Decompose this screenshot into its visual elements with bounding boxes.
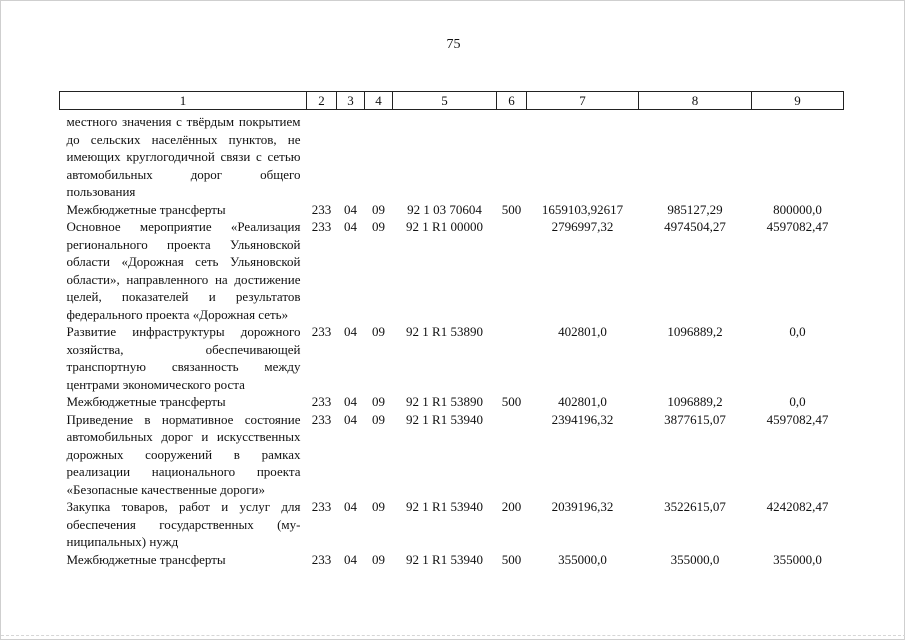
cell-expense-type: 200 bbox=[501, 499, 522, 514]
column-header: 7 bbox=[527, 92, 639, 110]
row-name: Межбюджетные трансферты bbox=[66, 394, 226, 409]
row-name: Основное мероприятие «Реализация регионального проекта Ульяновской области «Дорожная сеть Ульяновской области», направленного на достижение целей, показателей и результатов федерального проекта «Дорожная сеть» bbox=[66, 219, 301, 322]
cell-amount-9: 0,0 bbox=[789, 394, 806, 409]
cell-amount-9: 4597082,47 bbox=[766, 411, 829, 427]
cell-amount-8: 355000,0 bbox=[670, 551, 720, 567]
column-header: 5 bbox=[393, 92, 497, 110]
cell-target-article: 92 1 R1 53940 bbox=[406, 551, 483, 567]
cell-razdel: 04 bbox=[344, 499, 357, 514]
cell-amount-8: 4974504,27 bbox=[664, 219, 726, 234]
column-header: 6 bbox=[497, 92, 527, 110]
cell-razdel: 04 bbox=[344, 324, 357, 339]
column-header: 4 bbox=[365, 92, 393, 110]
cell-amount-7 bbox=[527, 110, 639, 201]
cell-amount-9 bbox=[752, 110, 844, 201]
cell-podrazdel: 09 bbox=[372, 394, 385, 409]
table-row bbox=[60, 201, 844, 219]
row-name: Межбюджетные трансферты bbox=[66, 551, 226, 567]
cell-razdel bbox=[337, 110, 365, 201]
cell-target-article: 92 1 03 70604 bbox=[407, 201, 482, 217]
cell-amount-7: 402801,0 bbox=[558, 324, 607, 339]
cell-glava: 233 bbox=[311, 411, 332, 427]
cell-amount-9: 800000,0 bbox=[773, 201, 822, 217]
cell-podrazdel: 09 bbox=[372, 201, 385, 217]
cell-amount-8: 1096889,2 bbox=[667, 394, 723, 409]
cell-target-article: 92 1 R1 53890 bbox=[406, 324, 483, 339]
page-number: 75 bbox=[446, 37, 461, 52]
cell-podrazdel: 09 bbox=[372, 219, 385, 234]
table-row bbox=[60, 110, 844, 201]
cell-expense-type: 500 bbox=[501, 394, 522, 409]
cell-target-article: 92 1 R1 53890 bbox=[406, 394, 483, 409]
cell-expense-type: 500 bbox=[501, 201, 522, 217]
cell-razdel: 04 bbox=[344, 219, 357, 234]
cell-amount-8 bbox=[639, 110, 752, 201]
table-row bbox=[60, 551, 844, 569]
cell-podrazdel: 09 bbox=[372, 551, 385, 567]
cell-glava: 233 bbox=[311, 394, 332, 409]
cell-amount-8: 985127,29 bbox=[667, 201, 723, 217]
cell-target-article: 92 1 R1 53940 bbox=[406, 499, 483, 514]
cell-razdel: 04 bbox=[344, 551, 357, 567]
cell-razdel: 04 bbox=[344, 411, 357, 427]
cell-expense-type bbox=[497, 411, 527, 499]
column-header: 3 bbox=[337, 92, 365, 110]
cell-expense-type bbox=[497, 110, 527, 201]
cell-glava: 233 bbox=[311, 499, 332, 514]
cell-razdel: 04 bbox=[344, 394, 357, 409]
cell-podrazdel: 09 bbox=[372, 411, 385, 427]
cell-amount-8: 1096889,2 bbox=[667, 324, 723, 339]
cell-target-article: 92 1 R1 53940 bbox=[406, 411, 483, 427]
cell-amount-7: 2796997,32 bbox=[551, 219, 614, 234]
cell-target-article bbox=[393, 110, 497, 201]
cell-amount-9: 355000,0 bbox=[773, 551, 822, 567]
cell-amount-7: 2039196,32 bbox=[551, 499, 614, 514]
cell-target-article: 92 1 R1 00000 bbox=[406, 219, 483, 234]
cell-expense-type: 500 bbox=[501, 551, 522, 567]
cell-podrazdel bbox=[365, 110, 393, 201]
cell-amount-7: 402801,0 bbox=[558, 394, 607, 409]
column-header: 9 bbox=[752, 92, 844, 110]
table-row bbox=[60, 323, 844, 393]
row-name: Межбюджетные трансферты bbox=[66, 201, 226, 217]
cell-expense-type bbox=[497, 218, 527, 323]
table-row bbox=[60, 411, 844, 499]
cell-expense-type bbox=[497, 323, 527, 393]
cell-amount-9: 0,0 bbox=[789, 324, 806, 339]
row-name: Приведение в нормативное состояние автомобильных дорог и искусственных дорожных сооружений в рамках реализации национального проекта «Безопасные качественные дороги» bbox=[66, 411, 301, 497]
table-row bbox=[60, 218, 844, 323]
cell-podrazdel: 09 bbox=[372, 499, 385, 514]
cell-amount-9: 4597082,47 bbox=[766, 219, 829, 234]
table-row bbox=[60, 393, 844, 411]
cell-glava: 233 bbox=[311, 551, 332, 567]
cell-amount-8: 3877615,07 bbox=[664, 411, 726, 427]
row-name: Закупка товаров, работ и услуг для обеспечения государственных (муниципальных) нужд bbox=[66, 499, 301, 549]
budget-table bbox=[59, 91, 844, 568]
cell-podrazdel: 09 bbox=[372, 324, 385, 339]
cell-amount-9: 4242082,47 bbox=[766, 499, 829, 514]
column-header: 1 bbox=[60, 92, 307, 110]
cell-glava: 233 bbox=[311, 201, 332, 217]
cell-amount-8: 3522615,07 bbox=[664, 499, 726, 514]
column-header: 8 bbox=[639, 92, 752, 110]
cell-glava: 233 bbox=[311, 219, 332, 234]
column-header: 2 bbox=[307, 92, 337, 110]
table-header-row bbox=[60, 92, 844, 110]
page-bottom-edge bbox=[1, 634, 905, 636]
row-name: местного значения с твёрдым покрытием до сельских населённых пунктов, не имеющих круглогодичной связи с сетью автомобильных дорог общего пользования bbox=[66, 114, 301, 199]
row-name: Развитие инфраструктуры дорожного хозяйства, обеспечивающей транспортную связанность между центрами экономического роста bbox=[66, 324, 301, 392]
cell-amount-7: 355000,0 bbox=[558, 551, 607, 567]
table-row bbox=[60, 498, 844, 551]
cell-amount-7: 1659103,92617 bbox=[541, 201, 624, 217]
cell-razdel: 04 bbox=[344, 201, 357, 217]
cell-amount-7: 2394196,32 bbox=[551, 411, 614, 427]
cell-glava bbox=[307, 110, 337, 201]
cell-glava: 233 bbox=[311, 324, 332, 339]
